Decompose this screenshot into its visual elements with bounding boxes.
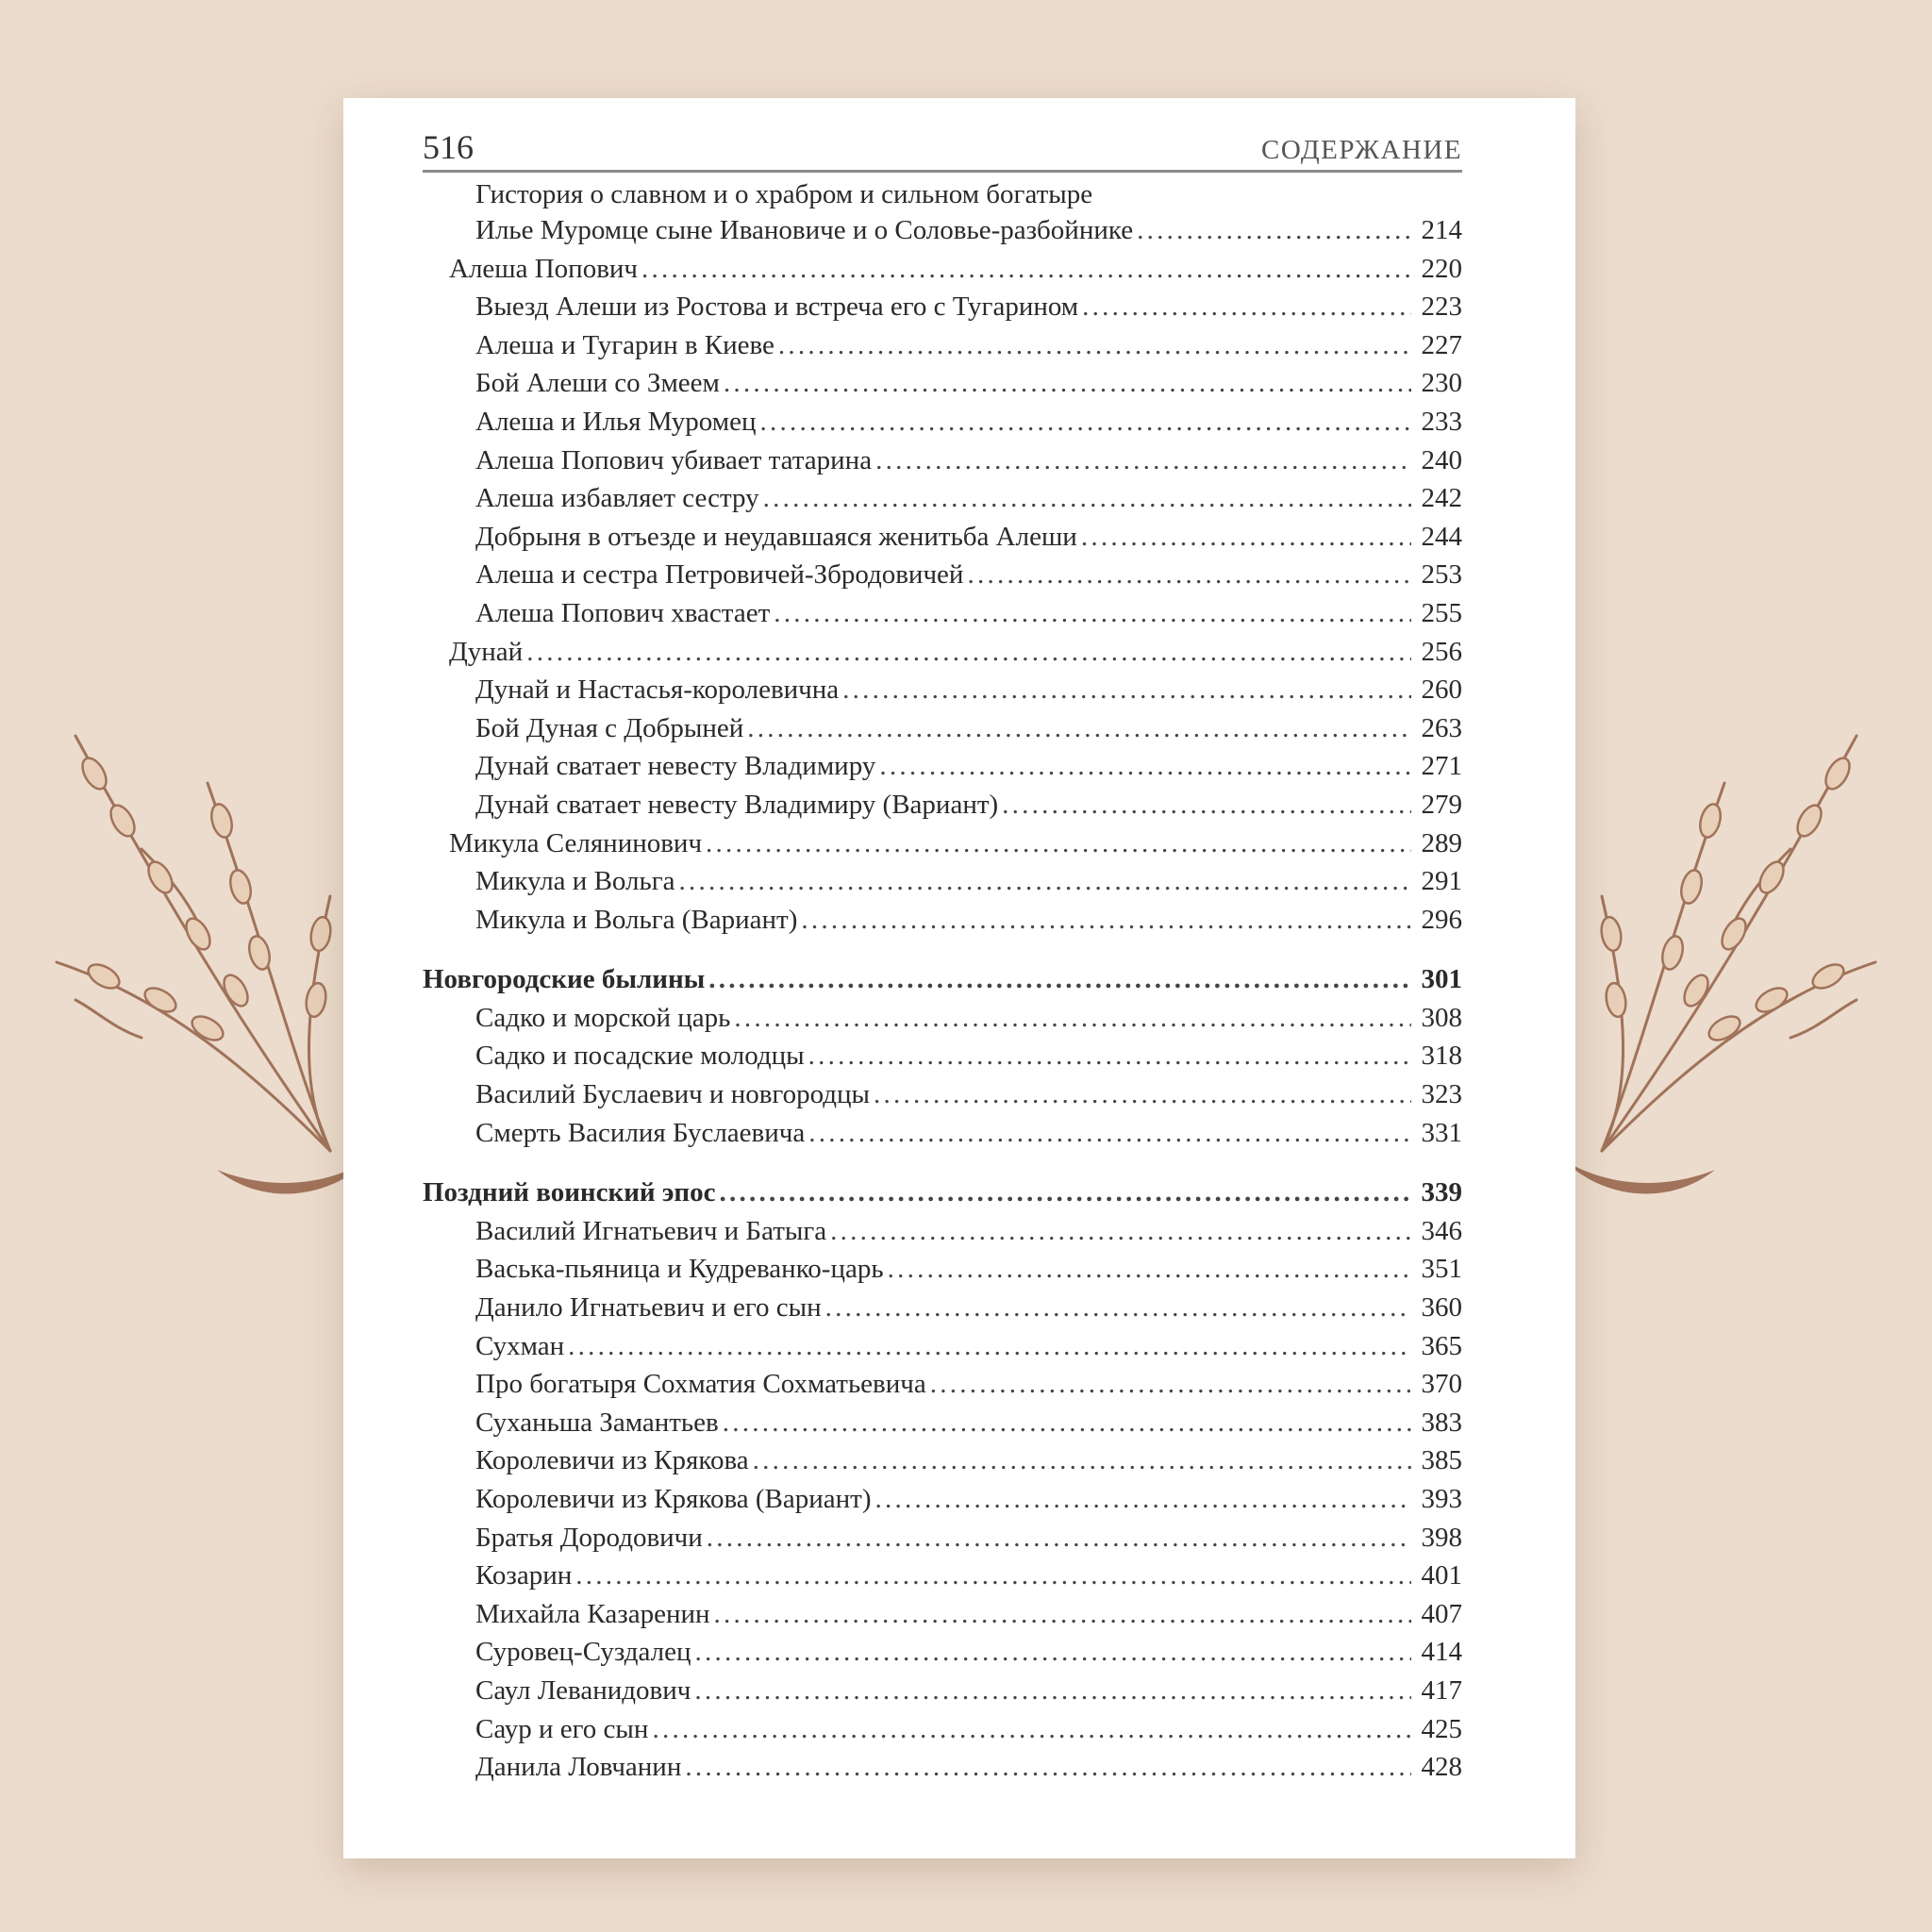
toc-entry [423,747,1462,786]
toc-entry [423,326,1462,365]
dot-leader [706,824,1411,863]
toc-page-number: 256 [1421,636,1462,667]
toc-entry [423,556,1462,594]
dot-leader [695,1633,1412,1672]
toc-entry [423,1075,1462,1114]
page-number: 516 [423,128,474,166]
dot-leader [801,901,1411,940]
dot-leader [694,1672,1411,1710]
toc-page-number: 279 [1421,789,1462,820]
toc-entry [423,1114,1462,1153]
toc-page-number: 331 [1421,1117,1462,1148]
toc-entry-title: Дунай сватает невесту Владимиру (Вариант) [475,789,999,820]
toc-entry-title: Про богатыря Сохматия Сохматьевича [475,1369,926,1400]
toc-entry [423,1365,1462,1404]
toc-page-number: 244 [1421,521,1462,552]
toc-entry [423,177,1462,211]
toc-part-heading [423,960,1462,999]
dot-leader [641,250,1411,289]
toc-page-number: 407 [1421,1598,1462,1629]
toc-page-number: 227 [1421,329,1462,360]
toc-entry [423,1212,1462,1251]
toc-page-number: 230 [1421,368,1462,399]
toc-page-number: 360 [1421,1292,1462,1324]
toc-entry-title: Микула и Вольга [475,866,675,897]
toc-entry [423,1595,1462,1634]
toc-page-number: 370 [1421,1369,1462,1400]
toc-entry-title: Выезд Алеши из Ростова и встреча его с Тугарином [475,291,1079,323]
dot-leader [724,364,1411,403]
toc-page-number: 255 [1421,597,1462,628]
toc-entry [423,1710,1462,1749]
toc-entry-title: Микула и Вольга (Вариант) [475,904,798,935]
dot-leader [842,671,1411,709]
toc-entry-title: Алеша и Илья Муромец [475,406,757,437]
toc-entry-title: Илье Муромце сыне Ивановиче и о Соловье-разбойнике [475,215,1134,245]
toc-entry [423,1289,1462,1327]
dot-leader [1002,786,1411,824]
toc-page-number: 393 [1421,1484,1462,1514]
toc-entry [423,518,1462,557]
toc-page-number: 253 [1421,559,1462,591]
toc-entry-title: Алеша Попович убивает татарина [475,444,873,475]
dot-leader [708,960,1411,999]
dot-leader [875,441,1411,480]
dot-leader [1137,211,1411,250]
toc-entry-title: Сухман [475,1330,565,1361]
dot-leader [575,1557,1411,1595]
toc-entry-title: Садко и посадские молодцы [475,1041,805,1072]
dot-leader [760,403,1412,441]
toc-page-number: 401 [1421,1560,1462,1591]
toc-entry-title: Алеша Попович [449,253,638,284]
toc-entry-title: Козарин [475,1560,573,1591]
dot-leader [685,1748,1411,1787]
dot-leader [714,1595,1412,1634]
dot-leader [1081,518,1411,557]
toc-entry-title: Алеша и Тугарин в Киеве [475,329,774,360]
toc-entry [423,211,1462,250]
toc-page-number: 417 [1421,1674,1462,1706]
toc-page-number: 383 [1421,1407,1462,1438]
toc-entry-title: Алеша Попович хвастает [475,597,771,628]
toc-entry-title: Садко и морской царь [475,1002,731,1033]
toc-page-number: 428 [1421,1752,1462,1783]
toc-entry-title: Братья Дородовичи [475,1522,703,1553]
toc-entry [423,479,1462,518]
toc-entry [423,824,1462,863]
toc-entry [423,1480,1462,1519]
toc-page-number: 223 [1421,291,1462,323]
toc-entry [423,250,1462,289]
toc-entry-title: Алеша и сестра Петровичей-Збродовичей [475,559,964,591]
toc-page-number: 214 [1421,215,1462,245]
dot-leader [888,1250,1411,1289]
dot-leader [778,326,1411,365]
toc-page-number: 291 [1421,866,1462,897]
toc-entry-title: Василий Игнатьевич и Батыга [475,1215,827,1246]
toc-page-number: 365 [1421,1330,1462,1361]
dot-leader [568,1327,1411,1366]
toc-entry-title: Королевичи из Крякова (Вариант) [475,1484,872,1514]
toc-entry [423,633,1462,672]
toc-entry [423,862,1462,901]
dot-leader [967,556,1411,594]
toc-page-number: 233 [1421,406,1462,437]
toc-entry-title: Микула Селянинович [449,827,703,858]
dot-leader [763,479,1411,518]
toc-page-number: 242 [1421,483,1462,514]
dot-leader [874,1075,1411,1114]
dot-leader [734,999,1411,1038]
toc-entry-title: Василий Буслаевич и новгородцы [475,1079,871,1110]
toc-page-number: 346 [1421,1215,1462,1246]
toc-entry-title: Данило Игнатьевич и его сын [475,1292,822,1324]
toc-entry-title: Суровец-Суздалец [475,1637,691,1668]
toc-entry [423,1748,1462,1787]
toc-entry [423,1633,1462,1672]
dot-leader [825,1289,1411,1327]
toc-part-heading [423,1174,1462,1212]
toc-entry [423,999,1462,1038]
toc-entry-title: Васька-пьяница и Кудреванко-царь [475,1254,884,1285]
toc-entry-title: Дунай [449,636,524,667]
dot-leader [753,1441,1411,1480]
dot-leader [774,594,1411,633]
dot-leader [719,1174,1411,1212]
dot-leader [747,709,1411,748]
dot-leader [875,1480,1412,1519]
toc-entry-title: Михайла Казаренин [475,1598,710,1629]
toc-entry [423,1519,1462,1557]
toc-entry-title: Добрыня в отъезде и неудавшаяся женитьба Алеши [475,521,1077,552]
dot-leader [526,633,1411,672]
toc-entry-title: Данила Ловчанин [475,1752,682,1783]
toc-page-number: 425 [1421,1713,1462,1744]
toc-entry [423,1441,1462,1480]
dot-leader [830,1212,1411,1251]
toc-page-number: 385 [1421,1445,1462,1476]
toc-entry [423,594,1462,633]
toc-page-number: 220 [1421,253,1462,284]
dot-leader [723,1404,1411,1442]
toc-entry [423,1327,1462,1366]
toc-entry-title: Дунай и Настасья-королевична [475,675,840,706]
dot-leader [679,862,1412,901]
toc-entry [423,1557,1462,1595]
toc-entry [423,1672,1462,1710]
toc-page-number: 308 [1421,1002,1462,1033]
toc-entry [423,786,1462,824]
toc-entry-title: Новгородские былины [423,964,706,995]
toc-entry [423,288,1462,326]
willow-branch-left-icon [19,660,396,1226]
toc-entry-title: Поздний воинский эпос [423,1177,716,1208]
toc-page-number: 414 [1421,1637,1462,1668]
dot-leader [707,1519,1411,1557]
toc-entry-title: Дунай сватает невесту Владимиру [475,751,876,782]
book-page [343,98,1575,1858]
toc-page-number: 289 [1421,827,1462,858]
toc-entry-title: Королевичи из Крякова [475,1445,749,1476]
toc-entry [423,364,1462,403]
dot-leader [808,1037,1411,1075]
toc-entry [423,671,1462,709]
toc-entry-title: Бой Алеши со Змеем [475,368,720,399]
toc-entry-title: Алеша избавляет сестру [475,483,759,514]
toc-entry [423,1037,1462,1075]
toc-entry [423,403,1462,441]
toc-page-number: 398 [1421,1522,1462,1553]
toc-page-number: 301 [1421,964,1462,995]
dot-leader [930,1365,1411,1404]
toc-page-number: 260 [1421,675,1462,706]
willow-branch-right-icon [1536,660,1913,1226]
toc-entry-title: Суханьша Замантьев [475,1407,719,1438]
dot-leader [1082,288,1411,326]
toc-entry-title: Саур и его сын [475,1713,649,1744]
toc-page-number: 263 [1421,712,1462,743]
table-of-contents [423,177,1462,1787]
toc-entry-title: Смерть Василия Буслаевича [475,1117,806,1148]
toc-page-number: 296 [1421,904,1462,935]
toc-page-number: 271 [1421,751,1462,782]
toc-entry [423,709,1462,748]
toc-page-number: 339 [1421,1177,1462,1208]
dot-leader [808,1114,1411,1153]
running-head: СОДЕРЖАНИЕ [1261,135,1462,165]
dot-leader [652,1710,1411,1749]
toc-page-number: 240 [1421,444,1462,475]
toc-entry [423,901,1462,940]
toc-entry [423,441,1462,480]
toc-entry [423,1250,1462,1289]
toc-page-number: 351 [1421,1254,1462,1285]
toc-page-number: 323 [1421,1079,1462,1110]
toc-entry-title: Бой Дуная с Добрыней [475,712,744,743]
toc-entry-title: Гистория о славном и о храбром и сильном богатыре [475,179,1093,209]
toc-page-number: 318 [1421,1041,1462,1072]
page-header [423,117,1462,173]
dot-leader [879,747,1411,786]
toc-entry-title: Саул Леванидович [475,1674,691,1706]
toc-entry [423,1404,1462,1442]
